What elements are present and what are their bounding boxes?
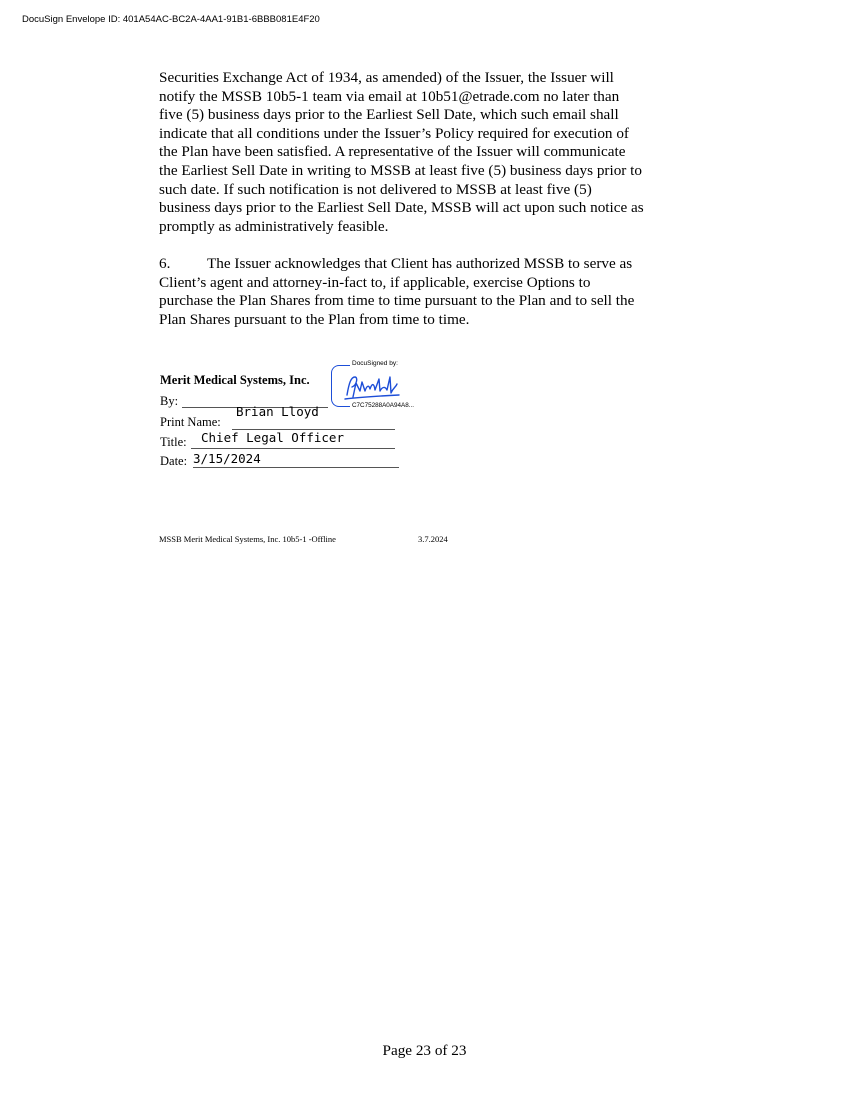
print-name-value: Brian Lloyd [236, 404, 319, 419]
text-line: five (5) business days prior to the Earliest Sell Date, which such email shall [159, 106, 619, 124]
page-number: Page 23 of 23 [382, 1042, 467, 1059]
paragraph-continued [159, 69, 699, 236]
date-line [193, 467, 399, 468]
text-line: such date. If such notification is not delivered to MSSB at least five (5) [159, 180, 592, 198]
text-line: Plan Shares pursuant to the Plan from time to time. [159, 310, 470, 328]
text-line: The Issuer acknowledges that Client has authorized MSSB to serve as [207, 254, 633, 272]
date-label: Date: [160, 454, 188, 468]
paragraph-number: 6. [159, 254, 171, 272]
docusign-id: C7C75288A0A94A8... [352, 402, 414, 409]
text-line: business days prior to the Earliest Sell Date, MSSB will act upon such notice as [159, 199, 644, 217]
title-label: Title: [160, 435, 187, 449]
text-line: notify the MSSB 10b5-1 team via email at 10b51@etrade.com no later than [159, 87, 620, 105]
paragraph-6 [159, 255, 699, 329]
text-line: the Plan have been satisfied. A representative of the Issuer will communicate [159, 143, 626, 161]
text-line: promptly as administratively feasible. [159, 217, 389, 235]
print-name-label: Print Name: [160, 415, 221, 429]
envelope-id: DocuSign Envelope ID: 401A54AC-BC2A-4AA1-91B1-6BBB081E4F20 [22, 14, 320, 25]
signature-block [160, 360, 460, 478]
docusigned-by-label: DocuSigned by: [352, 360, 398, 367]
title-line [191, 448, 395, 449]
text-line: the Earliest Sell Date in writing to MSSB at least five (5) business days prior to [159, 161, 642, 179]
document-body [159, 69, 699, 329]
document-footer [159, 534, 448, 544]
footer-version: 3.7.2024 [418, 534, 448, 544]
footer-text: MSSB Merit Medical Systems, Inc. 10b5-1 -Offline [159, 534, 336, 544]
text-line: indicate that all conditions under the Issuer’s Policy required for execution of [159, 124, 629, 142]
by-label: By: [160, 394, 179, 408]
company-name: Merit Medical Systems, Inc. [160, 373, 310, 387]
date-value: 3/15/2024 [193, 451, 261, 466]
text-line: Securities Exchange Act of 1934, as amended) of the Issuer, the Issuer will [159, 69, 614, 86]
handwritten-signature [343, 371, 403, 403]
title-value: Chief Legal Officer [201, 430, 344, 445]
text-line: Client’s agent and attorney-in-fact to, if applicable, exercise Options to [159, 273, 591, 291]
text-line: purchase the Plan Shares from time to time pursuant to the Plan and to sell the [159, 292, 635, 310]
